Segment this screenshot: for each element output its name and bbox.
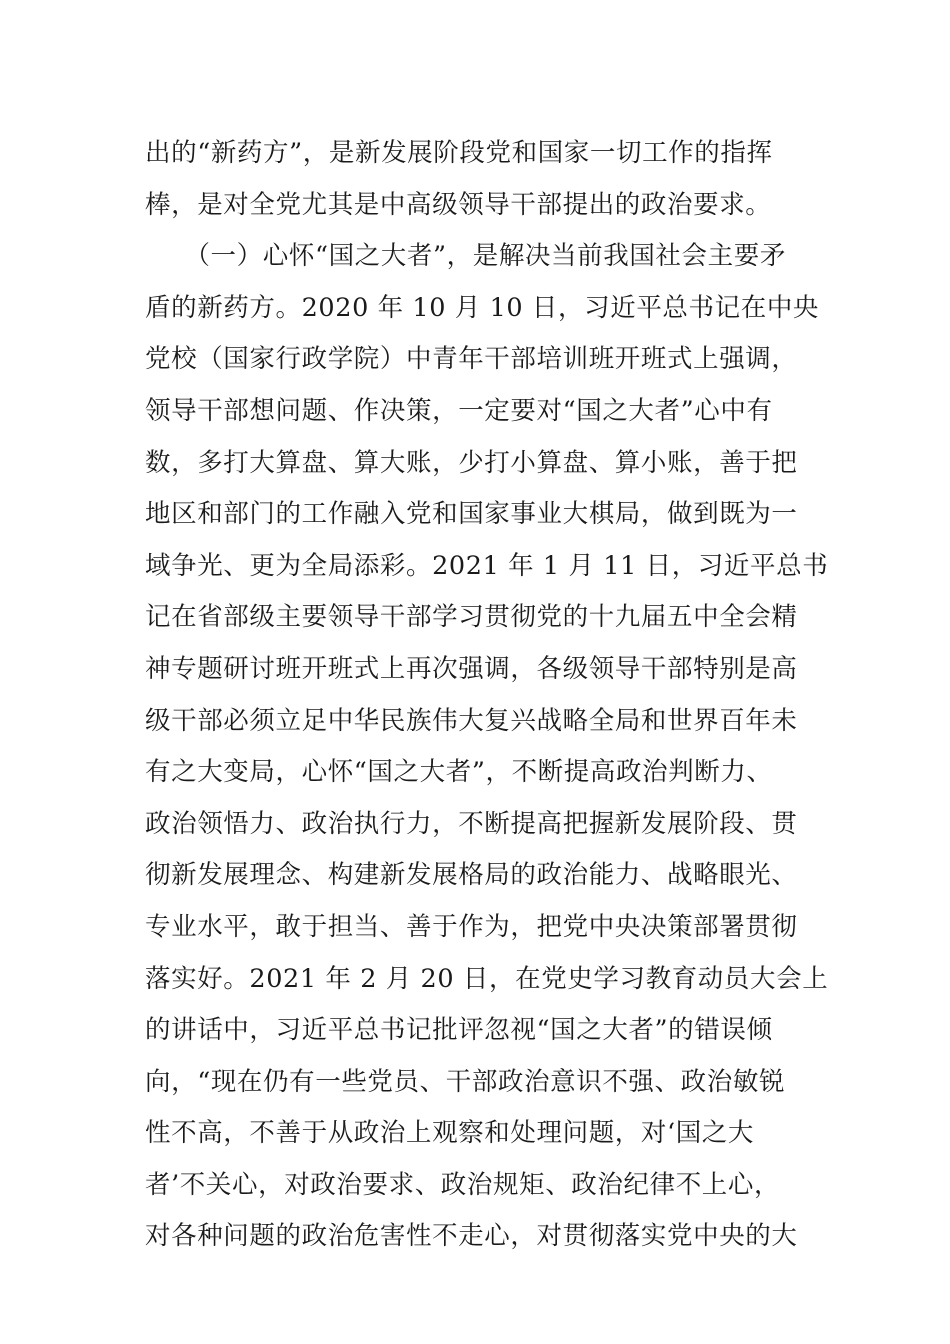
text-line: 党校（国家行政学院）中青年干部培训班开班式上强调， [145, 344, 798, 375]
text-line: （一）心怀“国之大者”，是解决当前我国社会主要矛 [145, 241, 786, 272]
text-line: 有之大变局，心怀“国之大者”，不断提高政治判断力、 [145, 757, 773, 788]
text-line: 落实好。2021 年 2 月 20 日，在党史学习教育动员大会上 [145, 963, 829, 994]
text-line: 棒，是对全党尤其是中高级领导干部提出的政治要求。 [145, 189, 772, 220]
text-line: 专业水平，敢于担当、善于作为，把党中央决策部署贯彻 [145, 911, 798, 942]
text-line: 级干部必须立足中华民族伟大复兴战略全局和世界百年未 [145, 705, 798, 736]
text-line: 盾的新药方。2020 年 10 月 10 日，习近平总书记在中央 [145, 292, 820, 323]
text-line: 地区和部门的工作融入党和国家事业大棋局，做到既为一 [145, 499, 798, 530]
text-line: 域争光、更为全局添彩。2021 年 1 月 11 日，习近平总书 [145, 550, 829, 581]
body-text [145, 130, 829, 1265]
text-line: 的讲话中，习近平总书记批评忽视“国之大者”的错误倾 [145, 1015, 773, 1046]
text-line: 领导干部想问题、作决策，一定要对“国之大者”心中有 [145, 395, 773, 426]
text-line: 神专题研讨班开班式上再次强调，各级领导干部特别是高 [145, 653, 798, 684]
text-line: 对各种问题的政治危害性不走心，对贯彻落实党中央的大 [145, 1221, 798, 1252]
text-line: 彻新发展理念、构建新发展格局的政治能力、战略眼光、 [145, 860, 798, 891]
text-line: 数，多打大算盘、算大账，少打小算盘、算小账，善于把 [145, 447, 798, 478]
text-line: 出的“新药方”，是新发展阶段党和国家一切工作的指挥 [145, 138, 773, 168]
text-line: 记在省部级主要领导干部学习贯彻党的十九届五中全会精 [145, 602, 798, 633]
text-line: 者’不关心，对政治要求、政治规矩、政治纪律不上心， [145, 1169, 781, 1200]
text-line: 政治领悟力、政治执行力，不断提高把握新发展阶段、贯 [145, 808, 798, 839]
text-line: 性不高，不善于从政治上观察和处理问题，对‘国之大 [145, 1118, 755, 1149]
text-line: 向，“现在仍有一些党员、干部政治意识不强、政治敏锐 [145, 1066, 786, 1097]
